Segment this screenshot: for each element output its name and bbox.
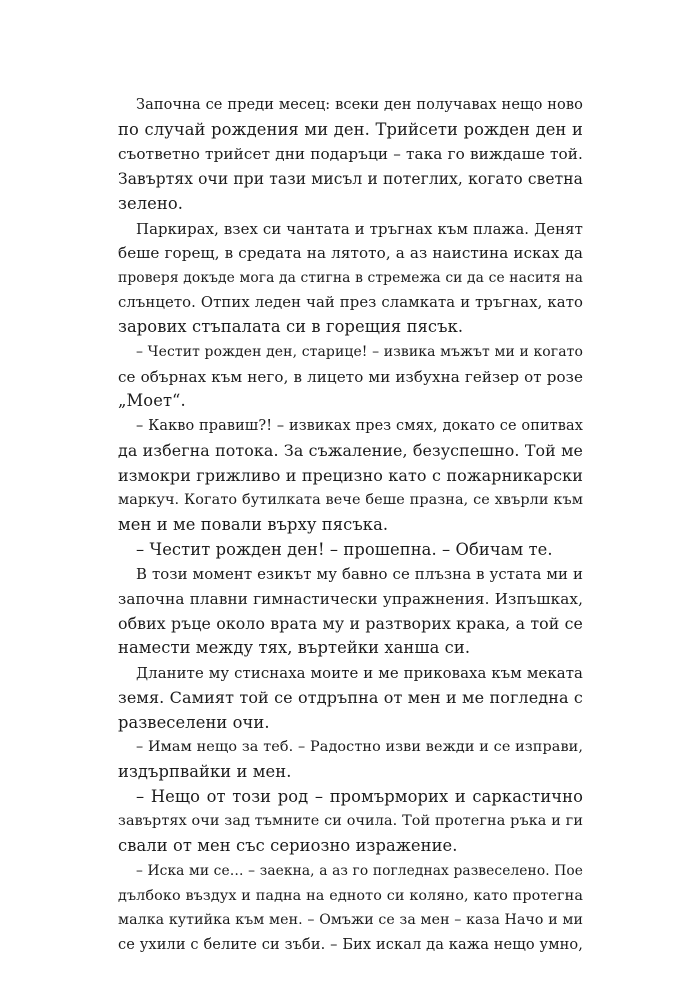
paragraph — [118, 859, 583, 958]
text-line: В този момент езикът му бавно се плъзна в устата ми и — [136, 565, 583, 584]
text-line: съответно трийсет дни подаръци – така го виждаше той. — [118, 145, 583, 164]
text-line: започна плавни гимнастически упражнения. Изпъшках, — [118, 590, 583, 609]
text-line: – Честит рожден ден! – прошепна. – Обичам те. — [136, 539, 553, 559]
text-line: малка кутийка към мен. – Омъжи се за мен – каза Начо и ми — [118, 912, 583, 929]
paragraph — [118, 785, 583, 859]
text-line: зелено. — [118, 193, 184, 213]
text-line: мен и ме повали върху пясъка. — [118, 514, 389, 534]
text-line: се ухили с белите си зъби. – Бих искал да кажа нещо умно, — [118, 935, 583, 953]
text-line: се обърнах към него, в лицето ми избухна гейзер от розе — [118, 367, 583, 386]
paragraph — [118, 217, 583, 341]
paragraph — [118, 538, 583, 563]
text-line: проверя докъде мога да стигна в стремежа си да се наситя на — [118, 269, 583, 286]
text-line: да избегна потока. За съжаление, безуспешно. Той ме — [118, 440, 583, 460]
text-line: обвих ръце около врата му и разтворих крака, а той се — [118, 613, 583, 633]
text-line: Завъртях очи при тази мисъл и потеглих, когато светна — [118, 170, 583, 189]
text-line: Дланите му стиснаха моите и ме приковаха към меката — [136, 664, 583, 683]
text-line: свали от мен със сериозно изражение. — [118, 836, 458, 856]
paragraph — [118, 735, 583, 784]
text-line: дълбоко въздух и падна на едното си коляно, като протегна — [118, 887, 583, 904]
paragraph — [118, 414, 583, 538]
paragraph — [118, 340, 583, 414]
text-line: – Имам нещо за теб. – Радостно изви вежди и се изправи, — [136, 739, 583, 756]
text-line: – Нещо от този род – промърморих и саркастично — [136, 786, 583, 806]
text-line: развеселени очи. — [118, 712, 270, 732]
body-text — [118, 93, 583, 958]
text-line: завъртях очи зад тъмните си очила. Той протегна ръка и ги — [118, 813, 583, 830]
paragraph — [118, 93, 583, 217]
text-line: зарових стъпалата си в горещия пясък. — [118, 317, 464, 337]
text-line: намести между тях, въртейки ханша си. — [118, 638, 471, 658]
text-line: измокри грижливо и прецизно като с пожарникарски — [118, 465, 583, 485]
text-line: издърпвайки и мен. — [118, 761, 292, 781]
text-line: беше горещ, в средата на лятото, а аз наистина исках да — [118, 244, 583, 263]
text-line: земя. Самият той се отдръпна от мен и ме погледна с — [118, 687, 583, 707]
text-line: слънцето. Отпих леден чай през сламката и тръгнах, като — [118, 293, 583, 311]
text-line: маркуч. Когато бутилката вече беше празна, се хвърли към — [118, 492, 583, 509]
text-line: – Честит рожден ден, старице! – извика мъжът ми и когато — [136, 344, 583, 361]
text-line: Паркирах, взех си чантата и тръгнах към плажа. Денят — [136, 219, 583, 238]
text-line: Започна се преди месец: всеки ден получавах нещо ново — [136, 97, 583, 113]
paragraph — [118, 661, 583, 735]
text-line: – Какво правиш?! – извиках през смях, докато се опитвах — [136, 418, 583, 435]
text-line: – Иска ми се… – заекна, а аз го погледнах развеселено. Пое — [136, 862, 583, 879]
paragraph — [118, 562, 583, 661]
text-line: по случай рождения ми ден. Трийсети рожден ден и — [118, 119, 583, 139]
text-line: „Моет“. — [118, 391, 186, 411]
